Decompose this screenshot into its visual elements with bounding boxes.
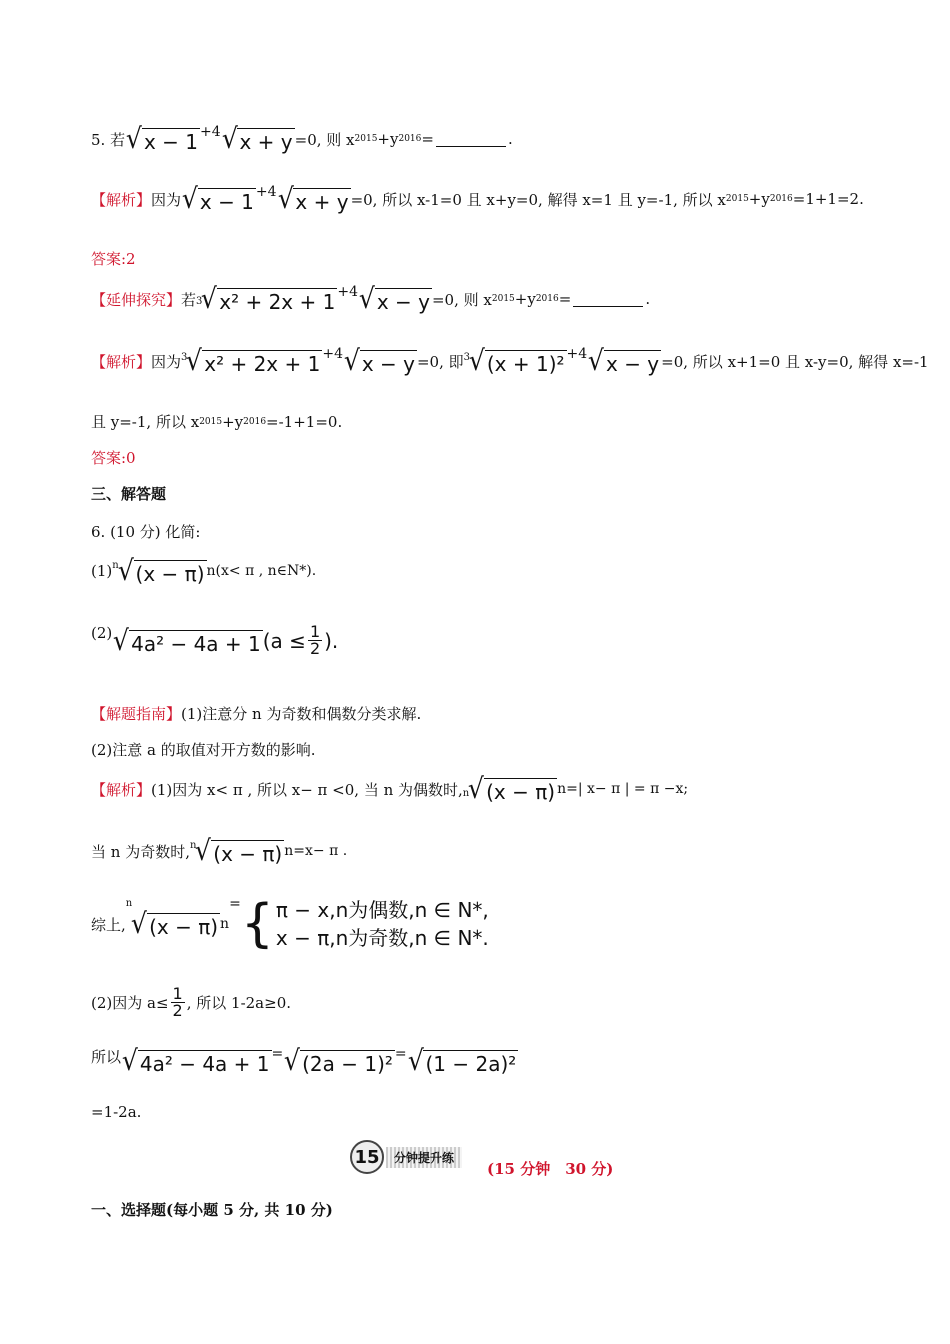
guide-text: (1)注意分 n 为奇数和偶数分类求解. — [181, 705, 422, 723]
radical: √ x − y — [358, 282, 430, 315]
answer-5: 答案:2 — [91, 250, 136, 268]
sol1-text: (1)因为 x< π , 所以 x− π <0, 当 n 为偶数时, — [151, 780, 463, 799]
radicand: x − 1 — [143, 130, 198, 154]
radicand: (x − π) — [149, 915, 219, 939]
radicand: (x − π) — [135, 562, 205, 586]
denominator: 2 — [172, 1001, 183, 1020]
answer-blank[interactable] — [573, 292, 643, 307]
analysis-tag: 【解析】 — [91, 352, 152, 371]
guide-line1 — [91, 703, 421, 724]
radical: √ x² + 2x + 1 — [201, 282, 336, 315]
numerator: 1 — [172, 984, 183, 1003]
radicand: x + y — [295, 190, 349, 214]
radical: √ (1 − 2a)² — [407, 1044, 517, 1077]
radical: √ x + y — [221, 122, 293, 155]
sol5-line — [91, 184, 864, 214]
equals: = — [421, 130, 434, 148]
solext-line2 — [91, 411, 342, 432]
root-index: 3 — [463, 352, 471, 363]
exponent: 2016 — [398, 134, 422, 144]
exponent: n — [557, 781, 567, 797]
q6-sol5: =1-2a. — [91, 1103, 142, 1121]
root-index: 3 — [181, 352, 188, 363]
q6-title: 6. (10 分) 化简: — [91, 523, 201, 541]
root-index: n — [112, 560, 119, 571]
exponent: 2015 — [354, 134, 378, 144]
answer-blank[interactable] — [436, 132, 506, 147]
radicand: x − y — [361, 352, 415, 376]
plus-index: +4 — [255, 184, 277, 200]
plus-index: +4 — [337, 284, 358, 300]
badge-time: (15 分钟 30 分) — [487, 1160, 614, 1178]
plus-index: +4 — [322, 346, 343, 362]
radical: √ (x − π) — [195, 834, 283, 867]
radicand: x − y — [606, 352, 660, 376]
q5-line — [91, 124, 513, 154]
root-index: n — [462, 788, 470, 799]
q6-part1 — [91, 556, 316, 586]
q5-plusy: +y — [377, 130, 399, 148]
sol4-text: 所以 — [91, 1048, 122, 1066]
sol1-result: =| x− π | = π −x; — [566, 781, 689, 797]
period: . — [645, 290, 651, 308]
part-label: (2) — [91, 624, 113, 642]
exponent: n — [220, 916, 230, 932]
q6-summary — [91, 896, 489, 952]
exponent: 2015 — [199, 416, 223, 427]
case-odd: x − π,n为奇数,n ∈ N*. — [275, 926, 489, 950]
part-label: (1) — [91, 562, 113, 580]
piecewise-cases — [276, 896, 489, 952]
radicand: 4a² − 4a + 1 — [139, 1052, 270, 1076]
denominator: 2 — [309, 639, 321, 658]
radical: √ (2a − 1)² — [284, 1044, 393, 1077]
fraction-half — [308, 624, 322, 657]
section-1-heading: 一、选择题(每小题 5 分, 共 10 分) — [91, 1201, 333, 1219]
radicand: (x − π) — [486, 780, 556, 804]
radical: √ x² + 2x + 1 — [186, 344, 321, 377]
ext-plusy: +y — [514, 290, 536, 308]
extension-tag: 【延伸探究】 — [91, 290, 182, 309]
root-index: n — [189, 840, 197, 851]
exponent: 2015 — [491, 294, 515, 304]
radicand: (1 − 2a)² — [425, 1052, 517, 1076]
q5-mid: =0, 则 x — [294, 130, 355, 149]
sol2-result: =x− π . — [293, 843, 348, 859]
sol3-end: , 所以 1-2a≥0. — [186, 994, 292, 1012]
radical: √ x − y — [588, 344, 660, 377]
radical: √ (x − π) — [468, 772, 556, 805]
equals: = — [394, 1046, 407, 1062]
condition: (a ≤ — [262, 628, 306, 653]
answer-ext: 答案:0 — [91, 449, 136, 467]
radicand: x² + 2x + 1 — [204, 352, 321, 376]
exponent: n — [284, 843, 294, 859]
guide-line2: (2)注意 a 的取值对开方数的影响. — [91, 741, 316, 759]
sol5-plusy: +y — [748, 190, 770, 208]
radicand: x − 1 — [199, 190, 254, 214]
equals: = — [271, 1046, 284, 1062]
radical: √ 4a² − 4a + 1 — [121, 1044, 270, 1077]
because-text: 因为 — [151, 190, 182, 209]
solext-plusy: +y — [222, 412, 244, 431]
plus-index: +4 — [566, 346, 588, 362]
root-index: n — [125, 898, 133, 909]
radicand: (2a − 1)² — [302, 1052, 393, 1076]
condition-end: ). — [324, 628, 339, 653]
q6-part2 — [91, 624, 338, 657]
solext-line — [91, 346, 929, 376]
exponent: 2016 — [243, 416, 267, 427]
ext-mid: =0, 则 x — [431, 290, 492, 309]
numerator: 1 — [309, 622, 321, 641]
ext-line — [91, 284, 650, 314]
sol5-text: =0, 所以 x-1=0 且 x+y=0, 解得 x=1 且 y=-1, 所以 x — [350, 190, 726, 209]
if-text: 若 — [181, 290, 197, 309]
radical: √ (x − π) — [117, 554, 205, 587]
radical: √ x − 1 — [181, 182, 254, 215]
section-3-heading: 三、解答题 — [91, 485, 167, 503]
radicand: (x − π) — [213, 842, 283, 866]
condition: (x< π , n∈N*). — [215, 563, 317, 579]
summary-text: 综上, — [91, 915, 126, 934]
analysis-tag: 【解析】 — [91, 780, 152, 799]
section-badge — [350, 1140, 462, 1174]
radical: √ (x + 1)² — [468, 344, 565, 377]
because-text: 因为 — [151, 352, 182, 371]
badge-label: 分钟提升练 — [386, 1147, 462, 1168]
q6-sol4 — [91, 1046, 518, 1076]
sol3-text: (2)因为 a≤ — [91, 994, 169, 1012]
radicand: x² + 2x + 1 — [219, 290, 336, 314]
q6-sol1 — [91, 774, 688, 804]
solext-text: =0, 所以 x+1=0 且 x-y=0, 解得 x=-1 — [661, 352, 929, 371]
equals: = — [558, 290, 572, 308]
radicand: (x + 1)² — [486, 352, 565, 376]
fraction-half — [171, 986, 185, 1019]
exponent: 2015 — [725, 194, 749, 204]
solext-result: =-1+1=0. — [266, 412, 343, 431]
left-brace: { — [240, 894, 274, 954]
radical: √ 4a² − 4a + 1 — [113, 623, 261, 657]
analysis-tag: 【解析】 — [91, 190, 152, 209]
badge-number: 15 — [350, 1140, 384, 1174]
q6-sol3 — [91, 986, 291, 1019]
radical: √ (x − π) — [131, 907, 219, 940]
radical: √ x + y — [277, 182, 349, 215]
case-even: π − x,n为偶数,n ∈ N*, — [275, 898, 489, 922]
exponent: 2016 — [769, 194, 793, 204]
radical: √ x − y — [343, 344, 415, 377]
root-index: 3 — [196, 296, 203, 307]
q6-sol1-odd — [91, 836, 347, 866]
radicand: x − y — [376, 290, 430, 314]
radical: √ x − 1 — [125, 122, 198, 155]
period: . — [507, 130, 513, 148]
q5-prefix: 5. 若 — [91, 130, 126, 149]
exponent: 2016 — [535, 294, 559, 304]
solext-text2: 且 y=-1, 所以 x — [91, 413, 200, 431]
radicand: 4a² − 4a + 1 — [131, 631, 261, 656]
radicand: x + y — [239, 130, 293, 154]
plus-index: +4 — [199, 124, 221, 140]
sol5-result: =1+1=2. — [792, 190, 864, 208]
sol2-text: 当 n 为奇数时, — [91, 842, 190, 861]
guide-tag: 【解题指南】 — [91, 705, 182, 723]
equals: = — [229, 896, 241, 912]
solext-mid: =0, 即 — [416, 352, 464, 371]
exponent: n — [206, 563, 216, 579]
